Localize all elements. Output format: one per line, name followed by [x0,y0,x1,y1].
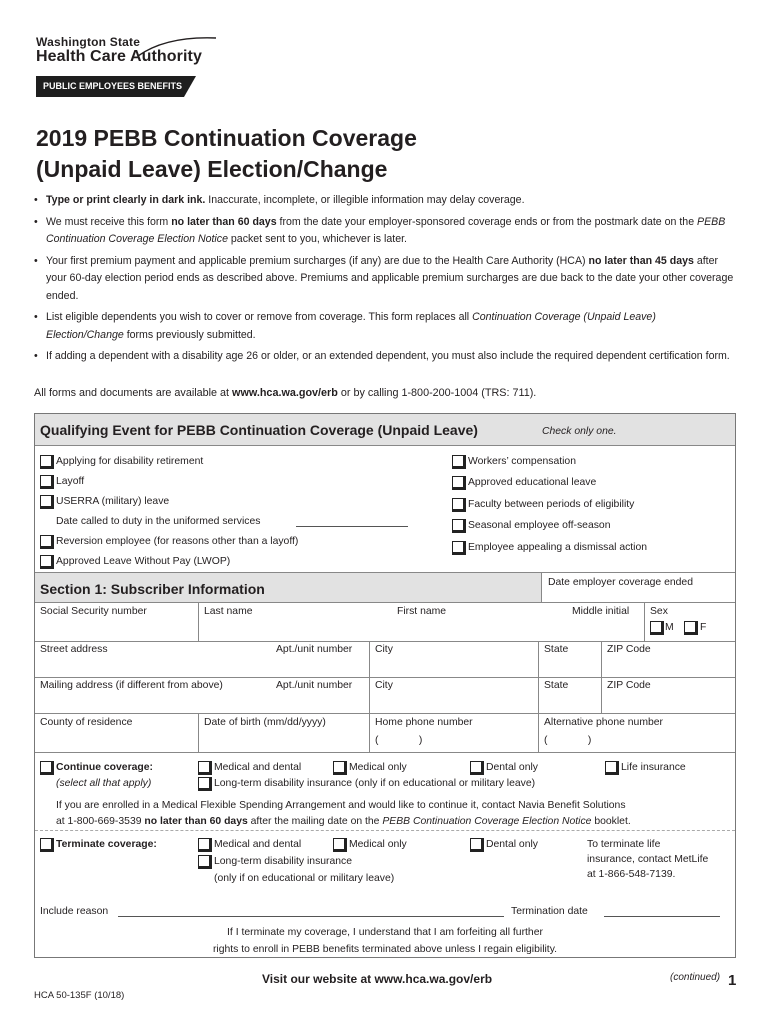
continue-ltd-checkbox[interactable] [198,777,210,789]
divider [35,830,735,831]
disability-retirement-checkbox[interactable] [40,455,52,467]
termination-date-field[interactable] [604,916,720,917]
divider [369,642,370,677]
continue-dental-only-checkbox[interactable] [470,761,482,773]
divider [644,603,645,641]
list-item: • We must receive this form no later than 60 days from the date your employer-sponsored coverage ends or from the postmark date on the PEBB Continuation Coverage Election Notice packet sent to you, whichever is later. [34,214,734,249]
logo-agency: Health Care Authority [36,48,202,65]
terminate-medical-dental-checkbox[interactable] [198,838,210,850]
page-title: 2019 PEBB Continuation Coverage (Unpaid Leave) Election/Change [36,125,417,182]
divider [35,641,735,642]
metlife-note-1: To terminate life [587,839,661,850]
alt-phone-label: Alternative phone number [544,717,663,728]
terminate-medical-dental-label: Medical and dental [214,839,302,850]
last-name-label: Last name [204,606,253,617]
sex-f-checkbox[interactable] [684,621,696,633]
seasonal-label: Seasonal employee off-season [468,520,611,531]
mailing-label: Mailing address (if different from above) [40,680,223,691]
divider [198,603,199,641]
terminate-coverage-label: Terminate coverage: [56,839,157,850]
terminate-ltd-checkbox[interactable] [198,855,210,867]
mailing-zip-label: ZIP Code [607,680,651,691]
divider [35,677,735,678]
metlife-note-3: at 1-866-548-7139. [587,869,676,880]
forfeit-note-2: rights to enroll in PEBB benefits terminated above unless I regain eligibility. [212,944,558,955]
userra-checkbox[interactable] [40,495,52,507]
middle-initial-label: Middle initial [572,606,630,617]
list-item: • Type or print clearly in dark ink. Inaccurate, incomplete, or illegible information may delay coverage. [34,192,734,210]
workers-comp-label: Workers’ compensation [468,456,576,467]
terminate-medical-only-checkbox[interactable] [333,838,345,850]
continue-ltd-label: Long-term disability insurance (only if on educational or military leave) [214,778,536,789]
duty-date-field[interactable] [296,526,408,527]
list-item: • List eligible dependents you wish to cover or remove from coverage. This form replaces all Continuation Coverage (Unpaid Leave) Election/Change forms previously submitted. [34,309,734,344]
county-label: County of residence [40,717,133,728]
educational-leave-label: Approved educational leave [468,477,597,488]
divider [35,752,735,753]
disability-retirement-label: Applying for disability retirement [56,456,204,467]
continue-life-checkbox[interactable] [605,761,617,773]
logo-state: Washington State [36,35,141,49]
layoff-checkbox[interactable] [40,475,52,487]
lwop-checkbox[interactable] [40,555,52,567]
divider [198,714,199,752]
alt-phone-parens: ( ) [544,735,592,746]
mailing-city-label: City [375,680,393,691]
board-banner: PUBLIC EMPLOYEES BENEFITS BOARD [36,76,184,97]
forfeit-note-1: If I terminate my coverage, I understand that I am forfeiting all further [227,927,543,938]
terminate-dental-only-label: Dental only [486,839,538,850]
continue-coverage-label: Continue coverage: [56,762,153,773]
section1-heading: Section 1: Subscriber Information [40,581,265,597]
workers-comp-checkbox[interactable] [452,455,464,467]
divider [601,678,602,713]
footer-website: Visit our website at www.hca.wa.gov/erb [262,972,493,986]
continue-coverage-checkbox[interactable] [40,761,52,773]
divider [541,573,542,602]
seasonal-checkbox[interactable] [452,519,464,531]
terminate-ltd-note: (only if on educational or military leave) [214,873,395,884]
sex-f-label: F [700,622,707,633]
terminate-ltd-label: Long-term disability insurance [214,856,353,867]
dismissal-appeal-checkbox[interactable] [452,541,464,553]
divider [369,714,370,752]
qualifying-heading: Qualifying Event for PEBB Continuation Coverage (Unpaid Leave) [40,422,478,438]
banner-tip [184,76,196,97]
logo-swoosh-icon [136,34,220,60]
continue-medical-dental-label: Medical and dental [214,762,302,773]
zip-label: ZIP Code [607,644,651,655]
layoff-label: Layoff [56,476,85,487]
divider [35,602,735,603]
faculty-label: Faculty between periods of eligibility [468,499,635,510]
continue-medical-only-checkbox[interactable] [333,761,345,773]
divider [35,713,735,714]
date-coverage-ended-label: Date employer coverage ended [548,577,693,588]
fsa-note-line2: at 1-800-669-3539 no later than 60 days after the mailing date on the PEBB Continuation Coverage Election Notice booklet. [56,816,631,827]
divider [601,642,602,677]
continue-medical-only-label: Medical only [349,762,407,773]
divider [538,678,539,713]
list-item: • If adding a dependent with a disability age 26 or older, or an extended dependent, you must also include the required dependent certification form. [34,348,734,366]
apt-label: Apt./unit number [276,644,353,655]
first-name-label: First name [397,606,447,617]
home-phone-parens: ( ) [375,735,423,746]
reversion-label: Reversion employee (for reasons other than a layoff) [56,536,299,547]
availability-note: All forms and documents are available at www.hca.wa.gov/erb or by calling 1-800-200-1004 (TRS: 711). [34,387,537,399]
page-number: 1 [728,972,737,989]
qualifying-hint: Check only one. [542,426,617,437]
lwop-label: Approved Leave Without Pay (LWOP) [56,556,231,567]
state-label: State [544,644,569,655]
continued-note: (continued) [670,972,721,983]
terminate-medical-only-label: Medical only [349,839,407,850]
fsa-note-line1: If you are enrolled in a Medical Flexible Spending Arrangement and would like to continue it, contact Navia Benefit Solutions [56,800,626,811]
divider [35,445,735,446]
terminate-coverage-checkbox[interactable] [40,838,52,850]
divider [369,678,370,713]
educational-leave-checkbox[interactable] [452,476,464,488]
mailing-apt-label: Apt./unit number [276,680,353,691]
reason-field[interactable] [118,916,504,917]
dismissal-appeal-label: Employee appealing a dismissal action [468,542,648,553]
city-label: City [375,644,393,655]
instructions-list [34,192,734,370]
form-code: HCA 50-135F (10/18) [34,990,125,1001]
continue-dental-only-label: Dental only [486,762,538,773]
sex-m-checkbox[interactable] [650,621,662,633]
home-phone-label: Home phone number [375,717,473,728]
termination-date-label: Termination date [511,906,588,917]
metlife-note-2: insurance, contact MetLife [587,854,709,865]
duty-date-label: Date called to duty in the uniformed services [56,516,261,527]
terminate-dental-only-checkbox[interactable] [470,838,482,850]
ssn-label: Social Security number [40,606,147,617]
userra-label: USERRA (military) leave [56,496,170,507]
continue-medical-dental-checkbox[interactable] [198,761,210,773]
dob-label: Date of birth (mm/dd/yyyy) [204,717,326,728]
sex-m-label: M [665,622,674,633]
divider [538,714,539,752]
continue-life-label: Life insurance [621,762,686,773]
faculty-checkbox[interactable] [452,498,464,510]
divider [538,642,539,677]
sex-label: Sex [650,606,668,617]
street-label: Street address [40,644,108,655]
list-item: • Your first premium payment and applicable premium surcharges (if any) are due to the Health Care Authority (HCA) no later than 45 days after your 60-day election period ends as described above. Premiums and applicable premium surcharges are due back to the date your other coverage ended. [34,253,734,306]
reversion-checkbox[interactable] [40,535,52,547]
mailing-state-label: State [544,680,569,691]
select-all-note: (select all that apply) [56,778,152,789]
include-reason-label: Include reason [40,906,109,917]
